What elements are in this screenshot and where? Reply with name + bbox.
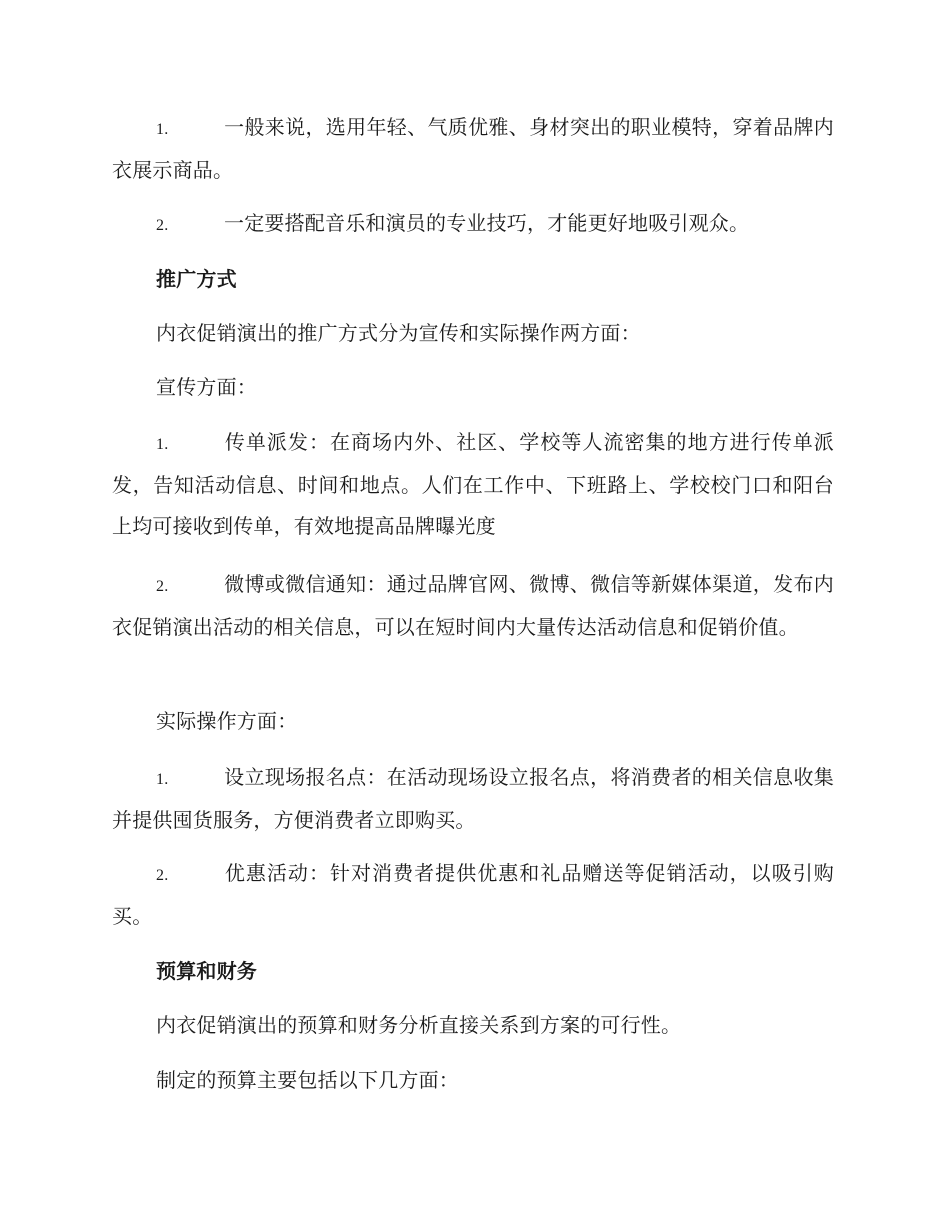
list-item — [112, 853, 834, 937]
list-item-number: 2. — [156, 217, 169, 234]
list-item-text: 设立现场报名点：在活动现场设立报名点，将消费者的相关信息收集并提供囤货服务，方便消费者立即购买。 — [112, 765, 834, 832]
list-item-text: 优惠活动：针对消费者提供优惠和礼品赠送等促销活动，以吸引购买。 — [112, 861, 834, 928]
budget-list-intro: 制定的预算主要包括以下几方面： — [156, 1068, 459, 1092]
list-item-text: 一定要搭配音乐和演员的专业技巧，才能更好地吸引观众。 — [224, 211, 750, 235]
list-item-number: 1. — [156, 436, 169, 453]
list-item-text: 微博或微信通知：通过品牌官网、微博、微信等新媒体渠道，发布内衣促销演出活动的相关信息，可以在短时间内大量传达活动信息和促销价值。 — [112, 572, 834, 639]
list-item-number: 2. — [156, 578, 169, 595]
list-item-number: 1. — [156, 771, 169, 788]
list-item — [112, 203, 834, 246]
budget-intro-paragraph: 内衣促销演出的预算和财务分析直接关系到方案的可行性。 — [156, 1013, 682, 1037]
list-item-number: 2. — [156, 867, 169, 884]
list-item-text: 一般来说，选用年轻、气质优雅、身材突出的职业模特，穿着品牌内衣展示商品。 — [112, 115, 834, 182]
list-item — [112, 564, 834, 648]
list-item-number: 1. — [156, 121, 169, 138]
promotion-intro-paragraph: 内衣促销演出的推广方式分为宣传和实际操作两方面： — [156, 321, 641, 345]
section-heading-budget: 预算和财务 — [156, 959, 257, 983]
publicity-label: 宣传方面： — [156, 375, 257, 399]
list-item-text: 传单派发：在商场内外、社区、学校等人流密集的地方进行传单派发，告知活动信息、时间和地点。人们在工作中、下班路上、学校校门口和阳台上均可接收到传单，有效地提高品牌曝光度 — [112, 430, 834, 538]
section-heading-promotion: 推广方式 — [156, 267, 237, 291]
list-item — [112, 422, 834, 547]
operation-label: 实际操作方面： — [156, 709, 298, 733]
list-item — [112, 757, 834, 841]
list-item — [112, 107, 834, 191]
